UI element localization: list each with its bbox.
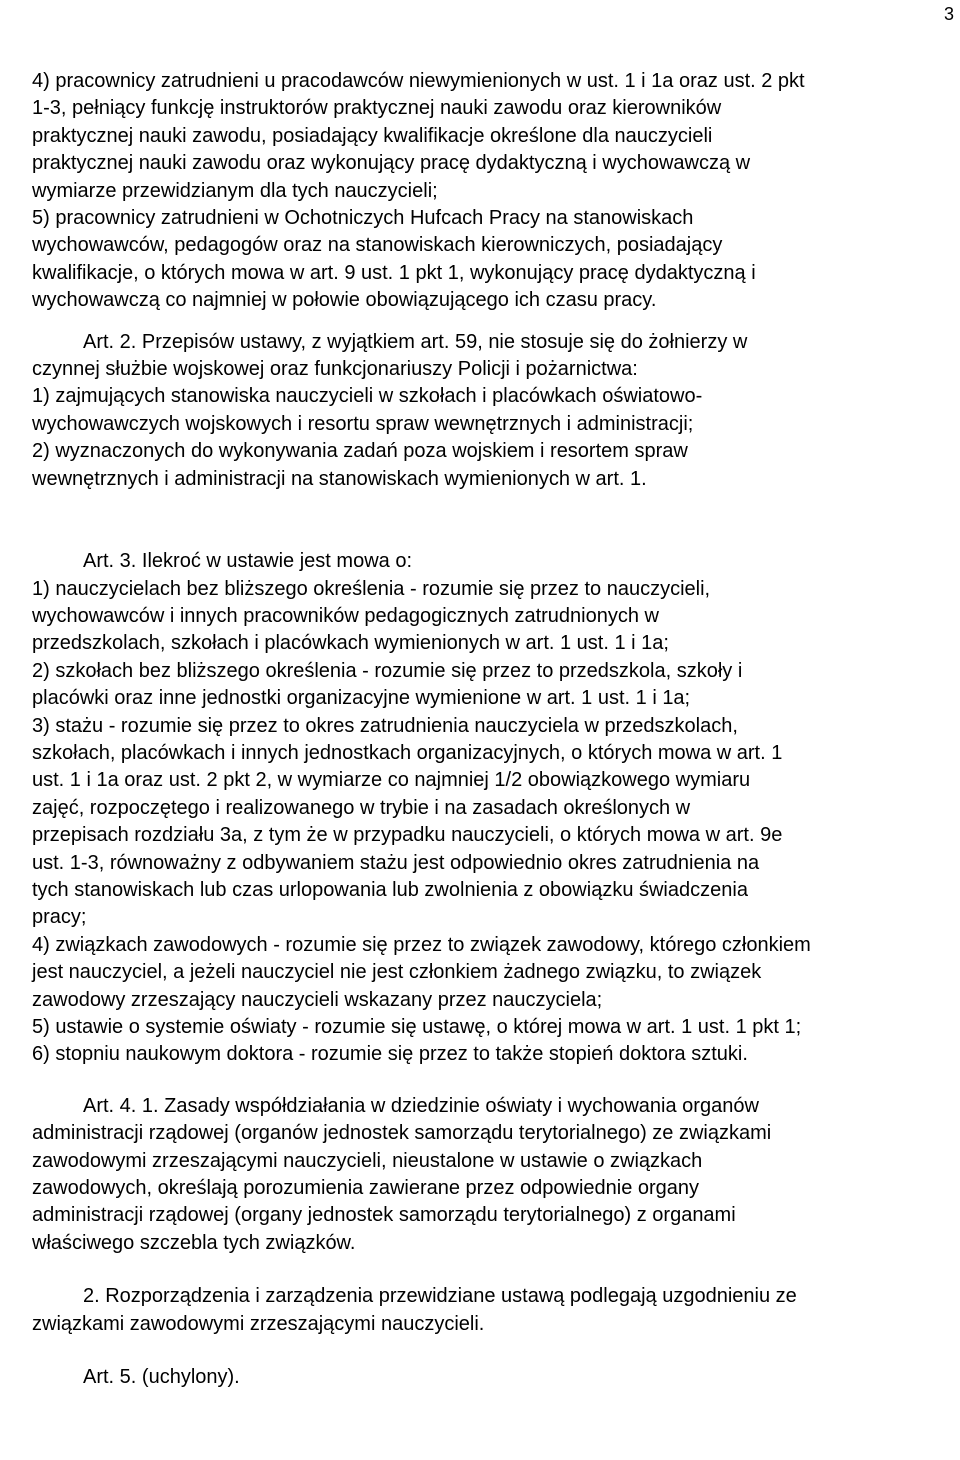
text-line: 6) stopniu naukowym doktora - rozumie się przez to także stopień doktora sztuki. [32, 1043, 748, 1066]
text-line: zawodowych, określają porozumienia zawierane przez odpowiednie organy [32, 1177, 700, 1200]
text-line: administracji rządowej (organy jednostek samorządu terytorialnego) z organami [32, 1204, 736, 1227]
text-line: wychowawczych wojskowych i resortu spraw wewnętrznych i administracji; [32, 412, 694, 435]
text-line: zawodowy zrzeszający nauczycieli wskazany przez nauczyciela; [32, 988, 603, 1011]
text-line: 5) pracownicy zatrudnieni w Ochotniczych Hufcach Pracy na stanowiskach [32, 207, 694, 230]
text-line: zawodowymi zrzeszającymi nauczycieli, nieustalone w ustawie o związkach [32, 1149, 703, 1172]
text-line: 4) pracownicy zatrudnieni u pracodawców niewymienionych w ust. 1 i 1a oraz ust. 2 pkt [32, 70, 805, 92]
text-line: 3) stażu - rozumie się przez to okres zatrudnienia nauczyciela w przedszkolach, [32, 714, 738, 737]
article-3 [32, 548, 954, 1069]
text-line: jest nauczyciel, a jeżeli nauczyciel nie jest członkiem żadnego związku, to związek [32, 961, 762, 984]
text-line: tych stanowiskach lub czas urlopowania lub zwolnienia z obowiązku świadczenia [32, 878, 748, 901]
article-5 [32, 1364, 954, 1391]
text-line: wymiarze przewidzianym dla tych nauczycieli; [32, 179, 438, 202]
text-line: 1) zajmujących stanowiska nauczycieli w szkołach i placówkach oświatowo- [32, 385, 703, 408]
text-line: pracy; [32, 906, 87, 929]
text-line: placówki oraz inne jednostki organizacyjne wymienione w art. 1 ust. 1 i 1a; [32, 687, 691, 710]
text-line: ust. 1 i 1a oraz ust. 2 pkt 2, w wymiarze co najmniej 1/2 obowiązkowego wymiaru [32, 769, 751, 792]
text-line: przedszkolach, szkołach i placówkach wymienionych w art. 1 ust. 1 i 1a; [32, 632, 669, 655]
text-line: ust. 1-3, równoważny z odbywaniem stażu jest odpowiednio okres zatrudnienia na [32, 851, 760, 874]
article-4-paragraph-2 [32, 1283, 954, 1338]
text-line: kwalifikacje, o których mowa w art. 9 ust. 1 pkt 1, wykonujący pracę dydaktyczną i [32, 261, 756, 284]
text-line: wychowawców i innych pracowników pedagogicznych zatrudnionych w [32, 604, 659, 627]
text-line: 1-3, pełniący funkcję instruktorów praktycznej nauki zawodu oraz kierowników [32, 97, 722, 120]
article-heading-line: Art. 3. Ilekroć w ustawie jest mowa o: [83, 550, 413, 573]
article-heading-line: Art. 4. 1. Zasady współdziałania w dziedzinie oświaty i wychowania organów [83, 1094, 759, 1117]
text-line: wychowawców, pedagogów oraz na stanowiskach kierowniczych, posiadający [32, 234, 723, 257]
paragraph-first-line: 2. Rozporządzenia i zarządzenia przewidziane ustawą podlegają uzgodnieniu ze [83, 1285, 797, 1308]
text-line: wewnętrznych i administracji na stanowiskach wymienionych w art. 1. [32, 467, 647, 490]
text-line: praktycznej nauki zawodu oraz wykonujący pracę dydaktyczną i wychowawczą w [32, 152, 751, 175]
text-line: praktycznej nauki zawodu, posiadający kwalifikacje określone dla nauczycieli [32, 124, 713, 147]
text-line: czynnej służbie wojskowej oraz funkcjonariuszy Policji i pożarnictwa: [32, 358, 638, 381]
article-heading-line: Art. 2. Przepisów ustawy, z wyjątkiem art. 59, nie stosuje się do żołnierzy w [83, 330, 748, 353]
text-line: zajęć, rozpoczętego i realizowanego w trybie i na zasadach określonych w [32, 796, 691, 819]
article-4-paragraph-1 [32, 1093, 954, 1257]
page-number: 3 [943, 4, 954, 24]
text-line: przepisach rozdziału 3a, z tym że w przypadku nauczycieli, o których mowa w art. 9e [32, 824, 783, 847]
text-line: 2) wyznaczonych do wykonywania zadań poza wojskiem i resortem spraw [32, 440, 688, 463]
art1-items [32, 68, 954, 315]
text-line: szkołach, placówkach i innych jednostkach organizacyjnych, o których mowa w art. 1 [32, 741, 783, 764]
document-body [32, 68, 954, 1391]
article-2 [32, 329, 954, 493]
text-line: związkami zawodowymi zrzeszającymi nauczycieli. [32, 1312, 485, 1335]
text-line: 2) szkołach bez bliższego określenia - rozumie się przez to przedszkola, szkoły i [32, 659, 743, 682]
text-line: 5) ustawie o systemie oświaty - rozumie się ustawę, o której mowa w art. 1 ust. 1 pkt 1; [32, 1016, 802, 1038]
text-line: 1) nauczycielach bez bliższego określenia - rozumie się przez to nauczycieli, [32, 577, 711, 600]
text-line: administracji rządowej (organów jednostek samorządu terytorialnego) ze związkami [32, 1122, 772, 1145]
article-heading-line: Art. 5. (uchylony). [83, 1366, 240, 1389]
text-line: wychowawczą co najmniej w połowie obowiązującego ich czasu pracy. [32, 289, 657, 312]
text-line: 4) związkach zawodowych - rozumie się przez to związek zawodowy, którego członkiem [32, 933, 811, 956]
text-line: właściwego szczebla tych związków. [32, 1231, 356, 1254]
